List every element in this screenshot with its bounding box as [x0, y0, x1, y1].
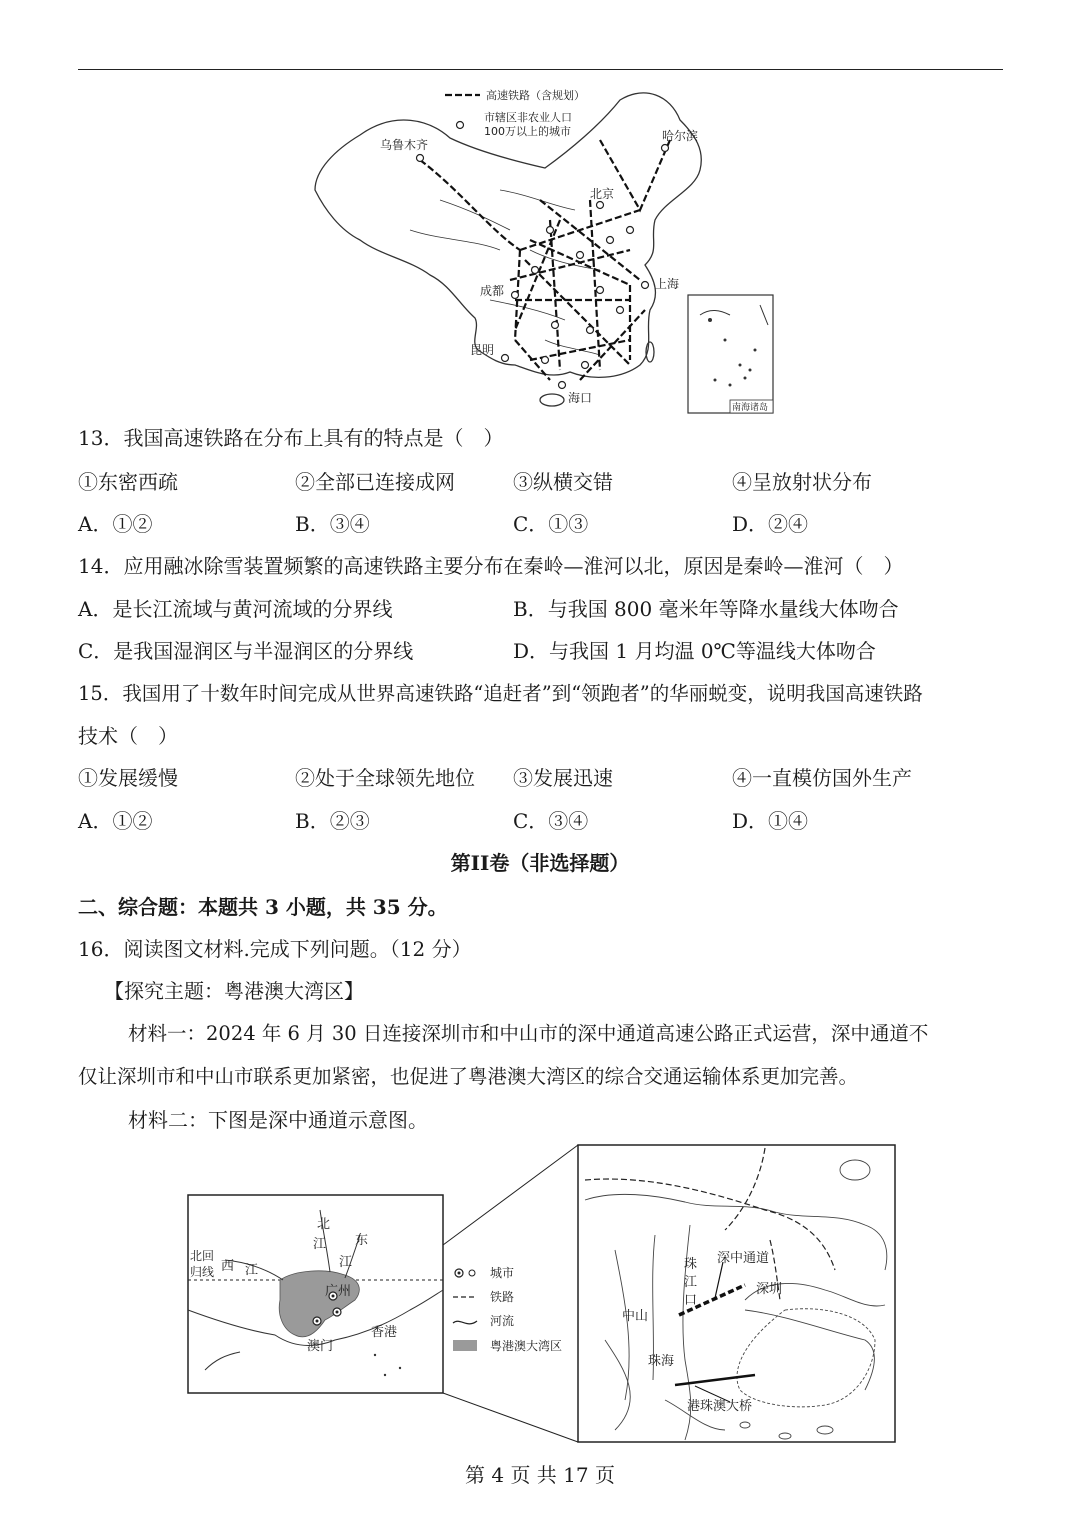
tropic-label-1: 北回 [190, 1249, 215, 1263]
legend-bay-area: 粤港澳大湾区 [490, 1339, 563, 1353]
q16-material1-line1: 材料一：2024 年 6 月 30 日连接深圳市和中山市的深中通道高速公路正式运营，深中通道不 [128, 1022, 929, 1045]
q15-item-1: ①发展缓慢 [78, 766, 178, 790]
label-macau: 澳门 [307, 1339, 334, 1354]
inset-label: 南海诸岛 [732, 403, 769, 413]
city-haikou: 海口 [568, 391, 593, 405]
city-chengdu: 成都 [480, 284, 505, 298]
city-beijing: 北京 [590, 187, 615, 201]
q13-stem: 13．我国高速铁路在分布上具有的特点是（ ） [78, 426, 504, 450]
legend-city-symbol [457, 122, 464, 129]
legend-rail-label: 高速铁路（含规划） [486, 89, 585, 102]
q13-item-1: ①东密西疏 [78, 470, 178, 494]
q15-stem-line2: 技术（ ） [78, 724, 178, 748]
section2-heading: 二、综合题：本题共 3 小题，共 35 分。 [78, 895, 448, 919]
label-jiang: 江 [684, 1275, 698, 1290]
label-zhongshan: 中山 [622, 1309, 649, 1324]
label-kou: 口 [684, 1293, 698, 1308]
city-shanghai: 上海 [655, 277, 680, 291]
city-kunming: 昆明 [470, 343, 495, 357]
q13-choice-c[interactable]: C．①③ [513, 512, 589, 536]
bay-area-map [185, 1140, 900, 1445]
q15-item-2: ②处于全球领先地位 [295, 766, 475, 790]
q15-choice-a[interactable]: A．①② [78, 809, 153, 833]
tropic-label-2: 归线 [190, 1265, 215, 1279]
label-jiang-east: 江 [339, 1255, 353, 1270]
china-railway-map [300, 80, 785, 418]
q13-item-3: ③纵横交错 [513, 470, 613, 494]
q14-choice-d[interactable]: D．与我国 1 月均温 0℃等温线大体吻合 [513, 639, 876, 663]
city-harbin: 哈尔滨 [662, 129, 699, 143]
label-zhu: 珠 [684, 1257, 698, 1272]
q13-item-4: ④呈放射状分布 [732, 470, 872, 494]
legend-city-label-2: 100万以上的城市 [484, 125, 571, 138]
label-guangzhou: 广州 [325, 1284, 352, 1299]
bay-map-legend [453, 1266, 562, 1353]
label-dong: 东 [355, 1233, 369, 1248]
label-zhuhai: 珠海 [648, 1354, 675, 1369]
legend-railway: 铁路 [490, 1290, 515, 1304]
q13-choice-d[interactable]: D．②④ [732, 512, 809, 536]
q16-material1-line2: 仅让深圳市和中山市联系更加紧密，也促进了粤港澳大湾区的综合交通运输体系更加完善。 [78, 1065, 859, 1088]
q14-choice-a[interactable]: A．是长江流域与黄河流域的分界线 [78, 597, 393, 621]
q16-material2: 材料二：下图是深中通道示意图。 [128, 1108, 428, 1132]
label-shenzhen: 深圳 [756, 1282, 783, 1297]
q16-stem: 16．阅读图文材料.完成下列问题。（12 分） [78, 937, 472, 961]
q13-item-2: ②全部已连接成网 [295, 470, 455, 494]
q15-item-4: ④一直模仿国外生产 [732, 766, 912, 790]
q15-item-3: ③发展迅速 [513, 766, 613, 790]
q14-choice-b[interactable]: B．与我国 800 毫米年等降水量线大体吻合 [513, 597, 899, 621]
q15-choice-b[interactable]: B．②③ [295, 809, 370, 833]
q16-theme: 【探究主题：粤港澳大湾区】 [104, 979, 364, 1003]
q15-stem-line1: 15．我国用了十数年时间完成从世界高速铁路“追赶者”到“领跑者”的华丽蜕变，说明我国高速铁路 [78, 682, 923, 705]
q15-choice-d[interactable]: D．①④ [732, 809, 809, 833]
legend-city: 城市 [490, 1266, 515, 1280]
label-hzmb: 港珠澳大桥 [687, 1399, 753, 1414]
page-footer: 第 4 页 共 17 页 [465, 1463, 615, 1487]
q14-stem: 14．应用融冰除雪装置频繁的高速铁路主要分布在秦岭—淮河以北，原因是秦岭—淮河（ ） [78, 554, 904, 578]
label-jiang-north: 江 [313, 1237, 327, 1252]
south-sea-inset [688, 295, 773, 413]
label-jiang-west: 江 [245, 1263, 259, 1278]
legend-city-label-1: 市辖区非农业人口 [484, 111, 572, 124]
label-xi: 西 [221, 1259, 235, 1274]
q15-choice-c[interactable]: C．③④ [513, 809, 589, 833]
section2-title: 第II卷（非选择题） [450, 851, 630, 875]
label-bei: 北 [317, 1217, 331, 1232]
q13-choice-a[interactable]: A．①② [78, 512, 153, 536]
label-shenzhong: 深中通道 [717, 1251, 770, 1266]
q13-choice-b[interactable]: B．③④ [295, 512, 370, 536]
header-rule [78, 69, 1003, 70]
city-urumqi: 乌鲁木齐 [380, 138, 429, 152]
q14-choice-c[interactable]: C．是我国湿润区与半湿润区的分界线 [78, 639, 414, 663]
legend-river: 河流 [490, 1314, 515, 1328]
label-hongkong: 香港 [371, 1325, 398, 1340]
